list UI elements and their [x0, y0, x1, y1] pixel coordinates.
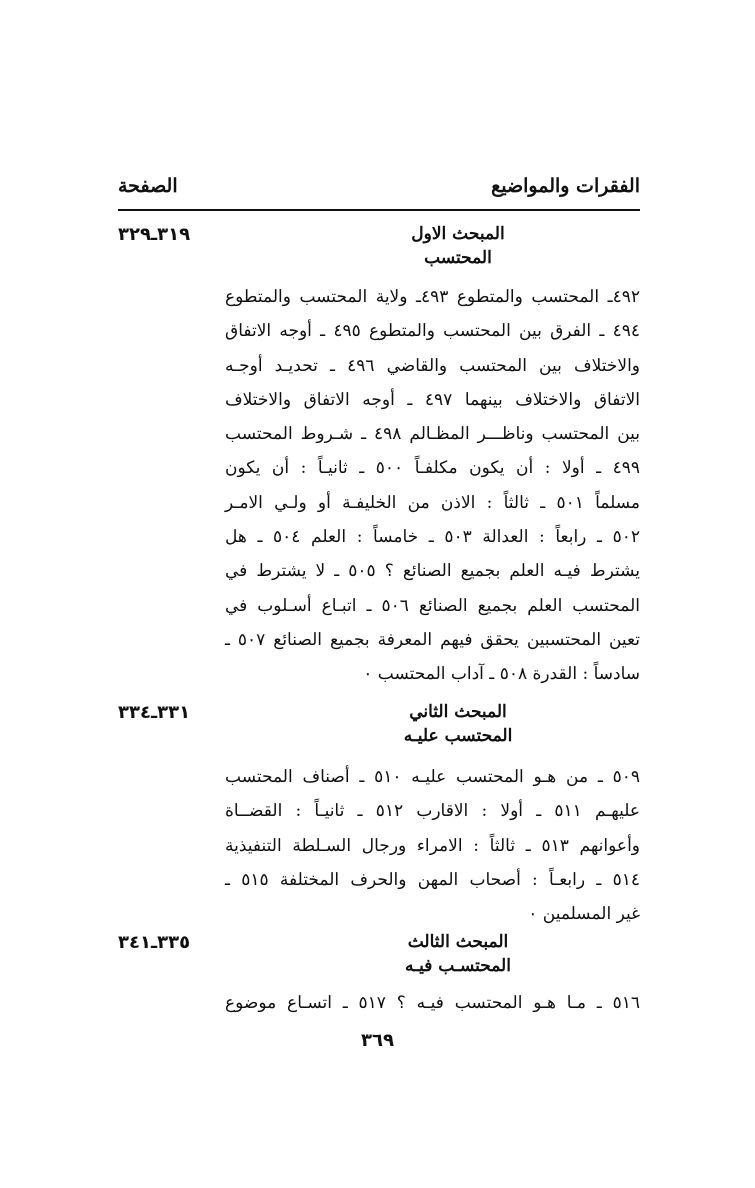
topic-line: ٤٩٤ ـ الفرق بين المحتسب والمتطوع ٤٩٥ ـ أوجه الاتفاق: [225, 321, 640, 342]
topic-line: تعين المحتسبين يحقق فيهم المعرفة بجميع الصنائع ٥٠٧ ـ: [225, 629, 640, 650]
topic-line: يشترط فيـه العلم بجميع الصنائع ؟ ٥٠٥ ـ لا يشترط في: [225, 561, 640, 582]
topic-line: ٥٠٢ ـ رابعاً : العدالة ٥٠٣ ـ خامساً : العلم ٥٠٤ ـ هل: [225, 527, 640, 548]
topic-line: سادساً : القدرة ٥٠٨ ـ آداب المحتسب ٠: [363, 664, 640, 685]
topic-line: وأعوانهم ٥١٣ ـ ثالثاً : الامراء ورجال السـلطة التنفيذية: [225, 835, 640, 856]
section-2-title: المبحث الثاني: [409, 702, 507, 722]
topic-line: غير المسلمين ٠: [528, 904, 640, 925]
section-3-subtitle: المحتسـب فيـه: [405, 956, 511, 976]
page-number: ٣٦٩: [361, 1030, 394, 1051]
topic-line: عليهـم ٥١١ ـ أولا : الاقارب ٥١٢ ـ ثانيـاً : القضــاة: [225, 801, 641, 822]
topic-line: ٤٩٩ ـ أولا : أن يكون مكلفـاً ٥٠٠ ـ ثانيـاً : أن يكون: [225, 458, 640, 479]
section-3-page-range: ٣٣٥ـ٣٤١: [118, 932, 191, 953]
header-page-label: الصفحة: [118, 175, 178, 197]
topic-line: ٥١٤ ـ رابعـاً : أصحاب المهن والحرف المختلفة ٥١٥ ـ: [225, 869, 640, 890]
topic-line: ٥٠٩ ـ من هـو المحتسب عليـه ٥١٠ ـ أصناف المحتسب: [225, 767, 640, 787]
topic-line: بين المحتسب وناظـــر المظـالم ٤٩٨ ـ شـروط المحتسب: [225, 424, 640, 445]
section-1-page-range: ٣١٩ـ٣٢٩: [118, 224, 191, 245]
section-3-topics: [225, 986, 640, 1020]
header-divider: [118, 209, 640, 211]
section-2-subtitle: المحتسب عليـه: [403, 726, 513, 746]
topic-line: ٥١٦ ـ مـا هـو المحتسب فيـه ؟ ٥١٧ ـ اتسـاع موضوع: [225, 993, 640, 1013]
topic-line: والاختلاف بين المحتسب والقاضي ٤٩٦ ـ تحديـد أوجـه: [225, 355, 641, 376]
header-topics-label: الفقرات والمواضيع: [491, 175, 640, 197]
section-2-topics: [225, 760, 640, 931]
topic-line: ٤٩٢ـ المحتسب والمتطوع ٤٩٣ـ ولاية المحتسب والمتطوع: [225, 287, 640, 307]
section-2-page-range: ٣٣١ـ٣٣٤: [118, 702, 191, 723]
section-1-topics: [225, 280, 640, 692]
topic-line: مسلماً ٥٠١ ـ ثالثاً : الاذن من الخليفـة أو ولـي الامـر: [225, 492, 641, 513]
topic-line: المحتسب العلم بجميع الصنائع ٥٠٦ ـ اتبـاع أسـلوب في: [225, 595, 640, 616]
section-3-title: المبحث الثالث: [407, 932, 509, 952]
section-1-subtitle: المحتسب: [424, 248, 492, 268]
section-1-title: المبحث الاول: [411, 224, 505, 244]
table-header: [118, 175, 640, 209]
topic-line: الاتفاق والاختلاف بينهما ٤٩٧ ـ أوجه الاتفاق والاختلاف: [225, 389, 640, 410]
